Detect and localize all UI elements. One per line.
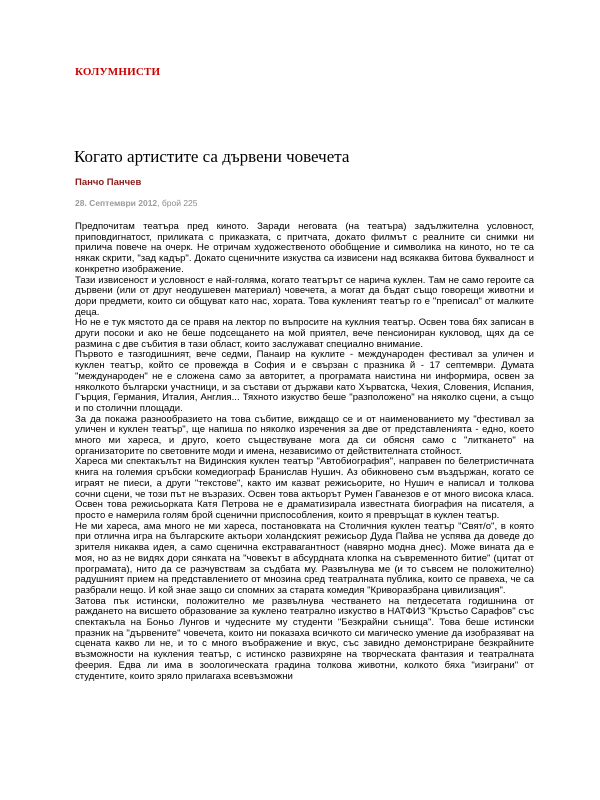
article-paragraph: Хареса ми спектакълът на Видинския куклен театър "Автобиография", направен по белетристичната книга на големия сръбски комедиограф Бранислав Нушич. Аз обикновено съм въздържан, когато се играят не пиеси, а други "текстове", както им казват режисьорите, но Нушич е написал и толкова сочни сцени, че този път не възразих. Освен това актьорът Румен Гаванезов е от много висока класа. Освен това режисьорката Катя Петрова не е драматизирала известната биография на писателя, а просто е намерила голям брой сценични приспособления, които я превръщат в куклен театър.: [75, 456, 534, 521]
article-issue: , брой 225: [157, 198, 198, 208]
article-paragraph: Тази извисеност и условност е най-голяма, когато театърът се нарича куклен. Там не само героите са дървени (или от друг неодушевен материал) човечета, а могат да бъдат също говорещи животни и дори предмети, които си общуват като нас, хората. Това кукленият театър го е "преписал" от малките деца.: [75, 274, 534, 318]
article-date: 28. Септември 2012: [75, 198, 158, 208]
article-paragraph: Затова пък истински, положително ме развълнува честването на петдесетата годишнина от раждането на висшето образование за куклено театрално изкуство в НАТФИЗ "Кръстьо Сарафов" със спектакъла на Боньо Лунгов и чудесните му студенти "Безкрайни сънища". Това беше истински празник на "дървените" човечета, които ни показаха всичкото си магическо умение да изобразяват на сцената какво ли не, и то с много въображение и вкус, със завидно демонстриране безкрайните възможности на кукления театър, с истинско развихряне на творческата фантазия и театралната феерия. Едва ли има в зоологическата градина толкова животни, колкото бяха "изиграни" от студентите, които зряло прилагаха всевъзможни: [75, 595, 534, 682]
article-paragraph: Първото е тазгодишният, вече седми, Панаир на куклите - международен фестивал за уличен и куклен театър, който се провежда в София и е свързан с празника й - 17 септември. Думата "международен" не е сложена само за авторитет, а програмата наистина ни информира, освен за няколкото български участници, и за състави от държави като Хърватска, Чехия, Словения, Испания, Гърция, Германия, Италия, Англия... Тяхното изкуство беше "разположено" на няколко сцени, а също и по столични площади.: [75, 349, 534, 414]
article-paragraph: За да покажа разнообразието на това събитие, виждащо се и от наименованието му "фестивал за уличен и куклен театър", ще напиша по няколко изречения за две от представленията - едно, което много ми хареса, и друго, което съществуване мога да си обясня само с "литкането" на организаторите по световните моди и имена, независимо от действителната стойност.: [75, 413, 534, 457]
article-author[interactable]: Панчо Панчев: [75, 177, 142, 188]
section-label[interactable]: КОЛУМНИСТИ: [75, 66, 161, 78]
article-meta: [75, 198, 198, 208]
article-title: Когато артистите са дървени човечета: [74, 147, 350, 166]
article-paragraph: Но не е тук мястото да се правя на лектор по въпросите на куклния театър. Освен това бях записан в други посоки и ако не беше подсещането на мой приятел, вече пенсиониран кукловод, щях да се размина с две събития в тази област, които заслужават специално внимание.: [75, 317, 534, 350]
article-paragraph: Не ми хареса, ама много не ми хареса, постановката на Столичния куклен театър "Свят/о", в която при отлична игра на българските актьори холандският режисьор Дуда Пайва не успява да доведе до зрителя никаква идея, а само сценична екстравагантност (навярно модна днес). Може вината да е моя, но аз не видях дори сянката на "човекът в абсурдната клопка на съвременното битие" (цитат от програмата), нито да се разчувствам за съдбата му. Развълнува ме (и то съвсем не положително) радушният прием на представлението от мнозина сред театралната публика, които се правеха, че са разбрали нещо. И кой знае защо си спомних за старата комедия "Криворазбрана цивилизация".: [75, 520, 534, 596]
article-body: [75, 222, 534, 682]
article-paragraph: Предпочитам театъра пред киното. Заради неговата (на театъра) задължителна условност, приповдигнатост, приликата с приказката, с притчата, докато филмът с реалните си снимки ни прилича повече на очерк. Не отричам художественото обобщение и символика на киното, но те са някак скрити, "зад кадър". Докато сценичните изкуства са извисени над всякаква битова буквалност и конкретно изображение.: [75, 221, 534, 275]
